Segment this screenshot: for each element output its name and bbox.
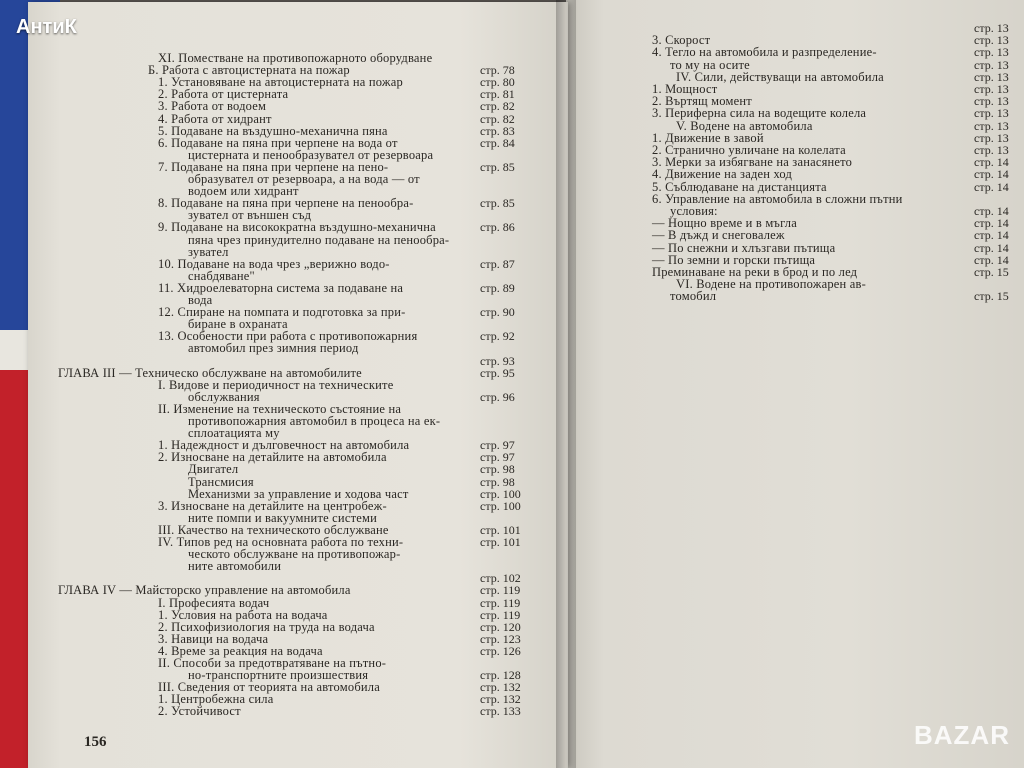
toc-entry-page: стр. 86 [480,220,515,235]
toc-entry-text: автомобил през зимния период [188,341,359,356]
toc-entry-text: — По снежни и хлъзгави пътища [652,240,836,255]
toc-entry-page: стр. 15 [974,265,1009,279]
toc-entry-text: 1. Условия на работа на водача [158,607,328,622]
toc-entry-text: 5. Съблюдаване на дистанцията [652,179,827,194]
toc-entry-text: 3. Работа от водоем [158,99,267,114]
toc-entry-text: условия: [670,204,718,218]
toc-entry-page: стр. 13 [974,94,1009,109]
toc-entry-text: 2. Странично увличане на колелата [652,143,846,157]
toc-entry-text: то му на осите [670,57,750,72]
toc-entry-page: стр. 14 [974,252,1009,267]
toc-entry-page: стр. 13 [974,69,1009,84]
toc-entry-page: стр. 13 [974,106,1009,121]
toc-entry-text: 12. Спиране на помпата и подготовка за при- [158,305,406,320]
toc-entry-text: водоем или хидрант [188,184,299,199]
toc-entry-text: 3. Скорост [652,33,711,48]
toc-entry-text: Двигател [188,462,239,477]
toc-entry-text: биране в охраната [188,317,288,332]
toc-entry-text: II. Способи за предотвратяване на пътно- [158,656,387,670]
toc-entry-page: стр. 14 [974,240,1009,255]
toc-entry-page: стр. 13 [974,82,1009,96]
toc-entry-page: стр. 14 [974,167,1009,182]
toc-entry-page: стр. 15 [974,289,1009,304]
toc-entry-text: образувател от резервоара, а на вода — от [188,172,420,186]
toc-entry-page: стр. 13 [974,45,1009,60]
toc-entry-page: стр. 83 [480,123,515,138]
toc-entry-text: зувател от външен съд [188,208,312,223]
toc-entry-text: 1. Надеждност и дълговечност на автомобила [158,438,410,453]
toc-entry-text: противопожарния автомобил в процеса на ек- [188,414,441,428]
toc-entry-text: но-транспортните произшествия [188,668,369,683]
toc-entry-text: 2. Въртящ момент [652,94,752,109]
right-page [566,0,1024,768]
toc-entry-page: стр. 82 [480,99,515,114]
toc-entry-page: стр. 126 [480,643,521,658]
toc-entry-text: 5. Подаване на въздушно-механична пяна [158,123,388,138]
toc-entry-text: XI. Поместване на противопожарното оборудване [158,51,433,65]
left-page [28,2,568,768]
toc-entry-page: стр. 93 [480,353,515,368]
toc-entry-text: сплоатацията му [188,426,280,441]
toc-entry-text: VI. Водене на противопожарен ав- [676,277,866,292]
toc-entry-text: 13. Особености при работа с противопожарния [158,329,418,344]
toc-entry-page: стр. 102 [480,571,521,586]
toc-entry-text: V. Водене на автомобила [676,118,813,133]
toc-entry-page: стр. 128 [480,668,521,683]
toc-entry-page: стр. 132 [480,680,521,695]
toc-entry-text: Преминаване на реки в брод и по лед [652,265,858,279]
book-gutter [556,0,576,768]
toc-entry-text: 3. Мерки за избягване на занасянето [652,155,853,170]
toc-entry-text: 6. Подаване на пяна при черпене на вода от [158,135,398,150]
toc-entry-page: стр. 14 [974,179,1009,194]
toc-entry-text: томобил [670,289,717,304]
toc-entry-page: стр. 80 [480,75,515,90]
toc-entry-text: 10. Подаване на вода чрез „верижно водо- [158,256,390,271]
seller-watermark: АнтиК [16,16,77,38]
toc-entry-text: цистерната и пенообразувател от резервоара [188,147,434,162]
toc-entry-page: стр. 13 [974,143,1009,157]
toc-entry-page: стр. 119 [480,583,521,598]
toc-entry-page: стр. 85 [480,159,515,174]
toc-entry-text: 3. Навици на водача [158,631,269,646]
toc-entry-text: 2. Устойчивост [158,704,241,719]
toc-entry-text: II. Изменение на техническото състояние на [158,401,402,416]
toc-entry-text: ните помпи и вакуумните системи [188,510,377,525]
toc-entry-text: IV. Типов ред на основната работа по техни- [158,535,404,549]
toc-entry-text: 2. Работа от цистерната [158,87,289,102]
toc-entry-page: стр. 100 [480,486,521,501]
toc-entry-text: пяна чрез принудително подаване на пенообра- [188,232,450,247]
toc-entry-text: 9. Подаване на високократна въздушно-механична [158,220,436,235]
toc-entry-page: стр. 13 [974,118,1009,133]
toc-entry-page: стр. 95 [480,365,515,380]
toc-entry-text: Б. Работа с автоцистерната на пожар [148,63,350,78]
toc-entry-text: 1. Движение в завой [652,130,764,145]
toc-entry-page: стр. 97 [480,450,515,465]
toc-entry-text: 2. Износване на детайлите на автомобила [158,450,387,465]
toc-entry-page: стр. 98 [480,462,515,477]
toc-entry-page: стр. 100 [480,498,521,513]
toc-entry-page: стр. 101 [480,522,521,537]
toc-entry-text: IV. Сили, действуващи на автомобила [676,69,884,84]
toc-entry-text: 1. Центробежна сила [158,692,274,707]
bazar-logo: BAZAR [914,720,1010,750]
toc-entry-text: 3. Износване на детайлите на центробеж- [158,498,387,513]
toc-entry-page: стр. 119 [480,607,521,622]
toc-entry-page: стр. 78 [480,63,515,78]
toc-entry-text: ните автомобили [188,559,282,574]
toc-entry-text: 1. Мощност [652,82,718,96]
toc-entry-page: стр. 14 [974,155,1009,170]
toc-entry-text: 7. Подаване на пяна при черпене на пено- [158,159,389,174]
toc-entry-page: стр. 90 [480,305,515,320]
toc-entry-page: стр. 97 [480,438,515,453]
toc-entry-text: снабдяване" [188,268,255,283]
toc-entry-page: стр. 92 [480,329,515,344]
toc-entry-page: стр. 89 [480,280,515,295]
toc-entry-page: стр. 120 [480,619,521,634]
toc-entry-text: I. Видове и периодичност на техническите [158,377,394,392]
toc-entry-page: стр. 123 [480,631,521,646]
toc-entry-text: — По земни и горски пътища [652,252,816,267]
toc-entry-text: — Нощно време и в мъгла [652,216,797,231]
toc-entry-text: 4. Тегло на автомобила и разпределение- [652,45,877,60]
toc-entry-page: стр. 85 [480,196,515,211]
toc-entry-text: I. Професията водач [158,595,270,610]
toc-entry-page: стр. 14 [974,216,1009,231]
toc-entry-text: зувател [188,244,229,259]
page-number: 156 [84,734,107,750]
toc-entry-page: стр. 13 [974,21,1009,35]
toc-entry-text: 6. Управление на автомобила в сложни пътни [652,191,903,206]
toc-entry-text: Механизми за управление и ходова част [188,486,409,501]
toc-entry-page: стр. 96 [480,389,515,404]
toc-entry-text: 2. Психофизиология на труда на водача [158,619,375,634]
toc-entry-text: III. Сведения от теорията на автомобила [158,680,380,695]
toc-entry-page: стр. 13 [974,57,1009,72]
toc-entry-page: стр. 13 [974,33,1009,48]
toc-entry-text: ГЛАВА III — Техническо обслужване на автомобилите [58,365,362,380]
toc-entry-page: стр. 133 [480,704,521,719]
toc-entry-page: стр. 14 [974,204,1009,218]
toc-entry-text: ческото обслужване на противопожар- [188,547,401,562]
toc-entry-text: 4. Работа от хидрант [158,111,272,126]
toc-entry-page: стр. 101 [480,535,521,549]
toc-entry-text: Трансмисия [188,474,254,489]
toc-entry-text: 11. Хидроелеваторна система за подаване на [158,280,404,295]
toc-entry-page: стр. 82 [480,111,515,126]
toc-entry-page: стр. 87 [480,256,515,271]
toc-entry-text: ГЛАВА IV — Майсторско управление на автомобила [58,583,351,598]
toc-entry-text: вода [188,293,213,307]
toc-entry-text: III. Качество на техническото обслужване [158,522,389,537]
toc-entry-page: стр. 98 [480,474,515,489]
toc-entry-page: стр. 81 [480,87,515,102]
toc-entry-text: 8. Подаване на пяна при черпене на пенообра- [158,196,414,211]
toc-entry-page: стр. 84 [480,135,515,150]
toc-entry-text: 4. Движение на заден ход [652,167,793,182]
toc-entry-page: стр. 14 [974,228,1009,243]
toc-entry-page: стр. 132 [480,692,521,707]
toc-entry-page: стр. 119 [480,595,521,610]
toc-entry-page: стр. 13 [974,130,1009,145]
toc-entry-text: 1. Установяване на автоцистерната на пожар [158,75,403,90]
toc-entry-text: обслужвания [188,389,260,404]
toc-entry-text: — В дъжд и снеговалеж [652,228,785,243]
toc-entry-text: 4. Време за реакция на водача [158,643,323,658]
toc-entry-text: 3. Периферна сила на водещите колела [652,106,867,121]
